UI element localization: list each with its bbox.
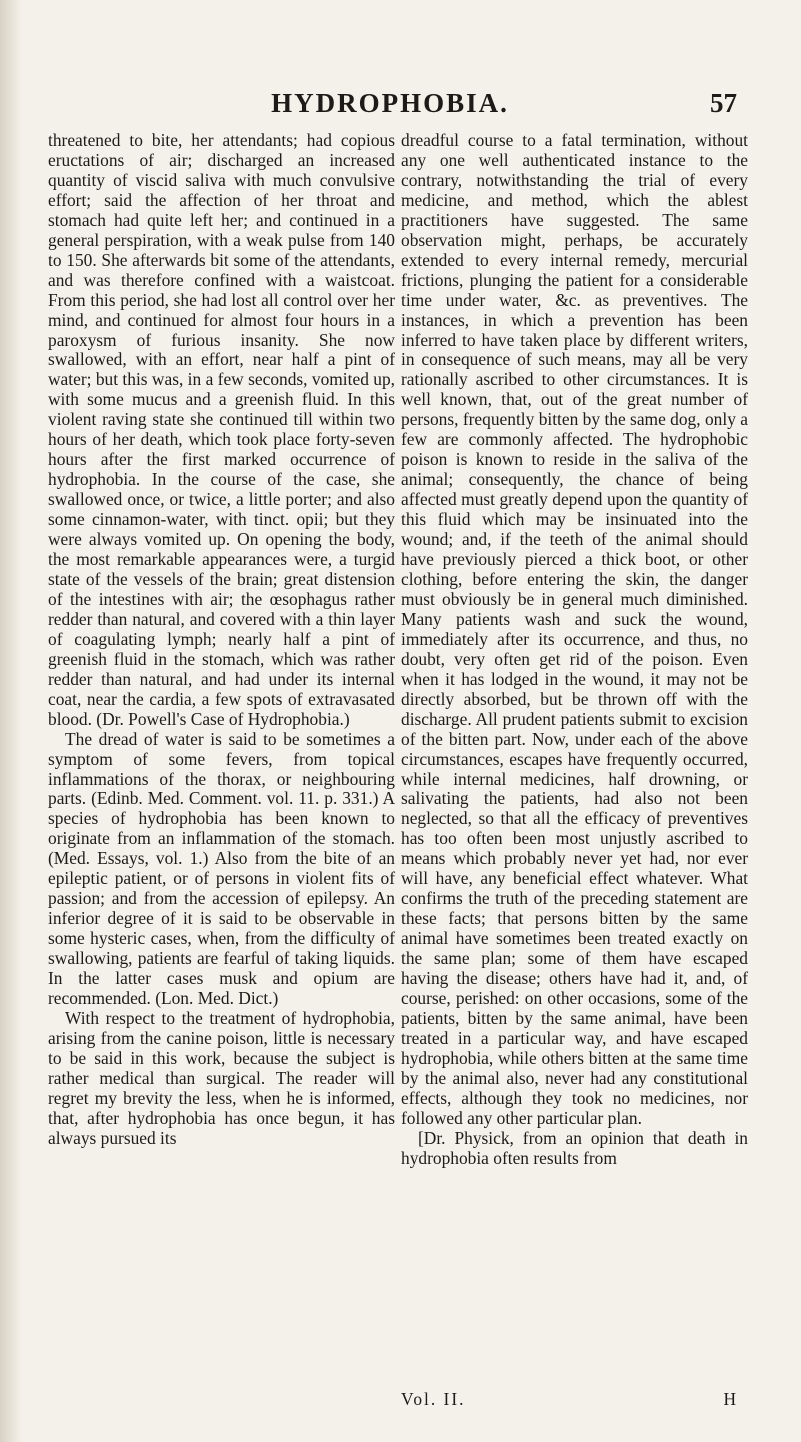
left-text-column xyxy=(48,131,395,1149)
paragraph: threatened to bite, her attendants; had copious eructations of air; discharged an increased quantity of viscid saliva with much convulsive effort; said the affection of her throat and stomach had quite left her; and continued in a general perspiration, with a weak pulse from 140 to 150. She afterwards bit some of the attendants, and was therefore confined with a waistcoat. From this period, she had lost all control over her mind, and continued for almost four hours in a paroxysm of furious insanity. She now swallowed, with an effort, near half a pint of water; but this was, in a few seconds, vomited up, with some mucus and a greenish fluid. In this violent raving state she continued till within two hours of her death, which took place forty-seven hours after the first marked occurrence of hydrophobia. In the course of the case, she swallowed once, or twice, a little porter; and also some cinnamon-water, with tinct. opii; but they were always vomited up. On opening the body, the most remarkable appearances were, a turgid state of the vessels of the brain; great distension of the intestines with air; the œsophagus rather redder than natural, and covered with a thin layer of coagulating lymph; nearly half a pint of greenish fluid in the stomach, which was rather redder than natural, and had under its internal coat, near the cardia, a few spots of extravasated blood. (Dr. Powell's Case of Hydrophobia.) xyxy=(48,130,395,729)
signature-mark: H xyxy=(723,1389,736,1409)
running-title: HYDROPHOBIA. xyxy=(271,88,509,118)
right-text-column xyxy=(401,131,748,1169)
paragraph: With respect to the treatment of hydrophobia, arising from the canine poison, little is necessary to be said in this work, because the subject is rather medical than surgical. The reader will regret my brevity the less, when he is informed, that, after hydrophobia has once begun, it has always pursued its xyxy=(48,1007,395,1148)
page-footer xyxy=(401,1389,748,1411)
paragraph: dreadful course to a fatal termination, without any one well authenticated instance to the contrary, notwithstanding the trial of every medicine, and method, which the ablest practitioners have suggested. The same observation might, perhaps, be accurately extended to every internal remedy, mercurial frictions, plunging the patient for a considerable time under water, &c. as preventives. The instances, in which a prevention has been inferred to have taken place by different writers, in consequence of such means, may all be very rationally ascribed to other circumstances. It is well known, that, out of the great number of persons, frequently bitten by the same dog, only a few are commonly affected. The hydrophobic poison is known to reside in the saliva of the animal; consequently, the chance of being affected must greatly depend upon the quantity of this fluid which may be insinuated into the wound; and, if the teeth of the animal should have previously pierced a thick boot, or other clothing, before entering the skin, the danger must obviously be in general much diminished. Many patients wash and suck the wound, immediately after its occurrence, and thus, no doubt, very often get rid of the poison. Even when it has lodged in the wound, it may not be directly absorbed, but be thrown off with the discharge. All prudent patients submit to excision of the bitten part. Now, under each of the above circumstances, escapes have frequently occurred, while internal medicines, half drowning, or salivating the patients, had also not been neglected, so that all the efficacy of preventives has too often been most unjustly ascribed to means which probably never yet had, nor ever will have, any beneficial effect whatever. What confirms the truth of the preceding statement are these facts; that persons bitten by the same animal have sometimes been treated exactly on the same plan; some of them have escaped having the disease; others have had it, and, of course, perished: on other occasions, some of the patients, bitten by the same animal, have been treated in a particular way, and have escaped hydrophobia, while others bitten at the same time by the animal also, never had any constitutional effects, although they took no medicines, nor followed any other particular plan. xyxy=(401,130,748,1128)
page-gutter-shadow xyxy=(0,0,22,1442)
paragraph: [Dr. Physick, from an opinion that death in hydrophobia often results from xyxy=(401,1127,748,1168)
page-header xyxy=(0,88,801,128)
page-number: 57 xyxy=(710,88,737,118)
paragraph: The dread of water is said to be sometimes a symptom of some fevers, from topical inflammations of the thorax, or neighbouring parts. (Edinb. Med. Comment. vol. 11. p. 331.) A species of hydrophobia has been known to originate from an inflammation of the stomach. (Med. Essays, vol. 1.) Also from the bite of an epileptic patient, or of persons in violent fits of passion; and from the accession of epilepsy. An inferior degree of it is said to be observable in some hysteric cases, when, from the difficulty of swallowing, patients are fearful of taking liquids. In the latter cases musk and opium are recommended. (Lon. Med. Dict.) xyxy=(48,728,395,1008)
volume-label: Vol. II. xyxy=(401,1389,466,1409)
